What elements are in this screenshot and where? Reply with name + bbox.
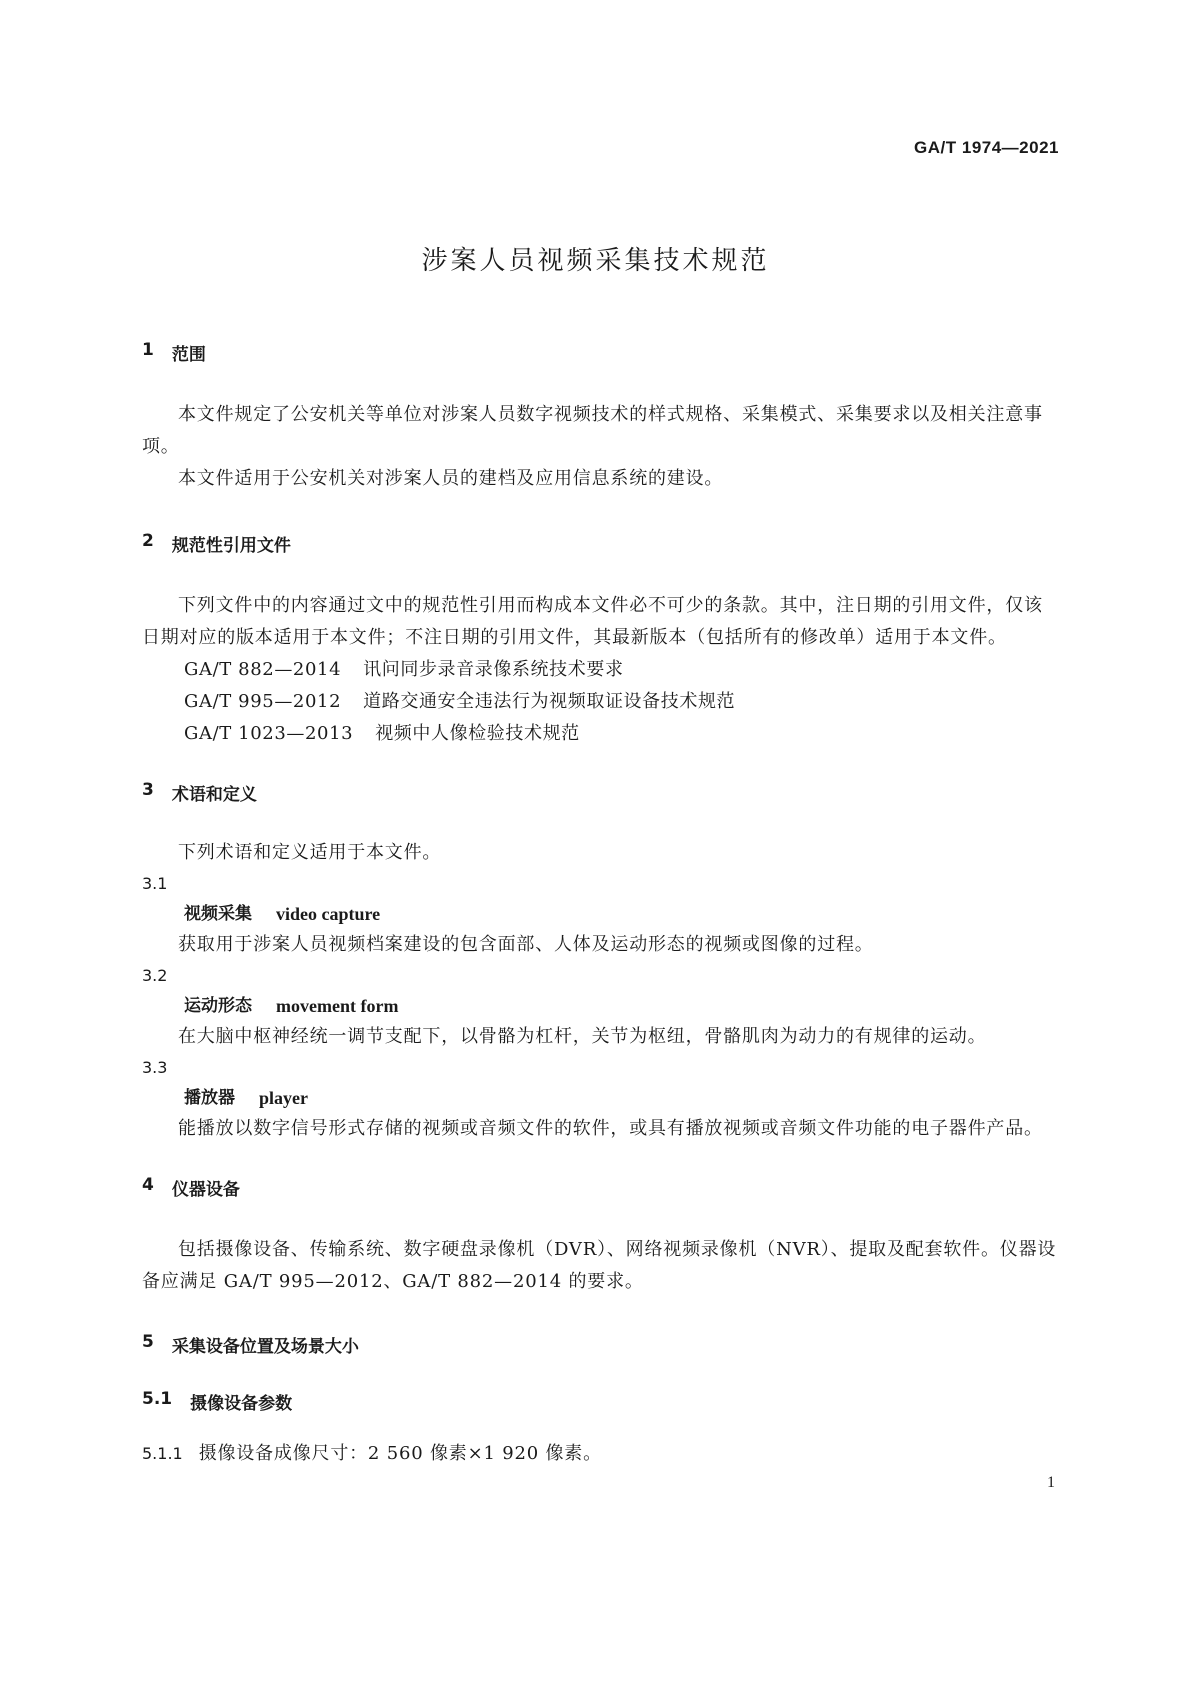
reference-item xyxy=(142,686,1060,718)
subsection-5-1-heading xyxy=(142,1389,1060,1414)
section-number: 3 xyxy=(142,780,154,800)
section-1-heading xyxy=(142,340,1060,365)
term-definition: 获取用于涉案人员视频档案建设的包含面部、人体及运动形态的视频或图像的过程。 xyxy=(178,934,874,955)
term-entry xyxy=(142,899,1060,929)
section-2-heading xyxy=(142,531,1060,556)
document-title: 涉案人员视频采集技术规范 xyxy=(421,246,770,276)
section-title: 规范性引用文件 xyxy=(171,536,291,556)
section-4-heading xyxy=(142,1175,1060,1200)
section-number: 2 xyxy=(142,531,154,551)
term-entry xyxy=(142,991,1060,1021)
paragraph: 本文件规定了公安机关等单位对涉案人员数字视频技术的样式规格、采集模式、采集要求以及相关注意事项。 xyxy=(142,404,1043,457)
term-english: video capture xyxy=(276,904,381,924)
section-title: 采集设备位置及场景大小 xyxy=(171,1337,359,1357)
term-number: 3.2 xyxy=(142,966,168,985)
section-title: 仪器设备 xyxy=(171,1180,240,1200)
term-english: movement form xyxy=(276,996,399,1016)
paragraph: 下列文件中的内容通过文中的规范性引用而构成本文件必不可少的条款。其中，注日期的引用文件，仅该日期对应的版本适用于本文件；不注日期的引用文件，其最新版本（包括所有的修改单）适用于本文件。 xyxy=(142,595,1043,648)
term-number: 3.1 xyxy=(142,874,168,893)
term-definition: 能播放以数字信号形式存储的视频或音频文件的软件，或具有播放视频或音频文件功能的电子器件产品。 xyxy=(178,1118,1043,1139)
section-number: 4 xyxy=(142,1175,154,1195)
page-number: 1 xyxy=(1047,1474,1055,1491)
section-3-heading xyxy=(142,780,1060,805)
section-number: 5.1 xyxy=(142,1389,173,1409)
document-body xyxy=(142,340,1060,1470)
standard-code: GA/T 1974—2021 xyxy=(914,138,1059,157)
paragraph: 包括摄像设备、传输系统、数字硬盘录像机（DVR）、网络视频录像机（NVR）、提取及配套软件。仪器设备应满足 GA/T 995—2012、GA/T 882—2014 的要求。 xyxy=(142,1239,1057,1292)
paragraph: 本文件适用于公安机关对涉案人员的建档及应用信息系统的建设。 xyxy=(178,468,724,489)
section-number: 1 xyxy=(142,340,154,360)
reference-title: 道路交通安全违法行为视频取证设备技术规范 xyxy=(363,691,736,712)
term-english: player xyxy=(259,1088,308,1108)
clause-text: 摄像设备成像尺寸：2 560 像素×1 920 像素。 xyxy=(198,1443,602,1464)
term-entry xyxy=(142,1083,1060,1113)
reference-code: GA/T 995—2012 xyxy=(184,691,342,712)
paragraph: 下列术语和定义适用于本文件。 xyxy=(178,842,442,863)
term-number: 3.3 xyxy=(142,1058,168,1077)
reference-code: GA/T 1023—2013 xyxy=(184,723,354,744)
reference-item xyxy=(142,654,1060,686)
clause-number: 5.1.1 xyxy=(142,1444,183,1463)
section-5-heading xyxy=(142,1332,1060,1357)
reference-item xyxy=(142,718,1060,750)
term-definition: 在大脑中枢神经统一调节支配下，以骨骼为杠杆，关节为枢纽，骨骼肌肉为动力的有规律的运动。 xyxy=(178,1026,987,1047)
clause-5-1-1 xyxy=(142,1438,1060,1470)
section-title: 术语和定义 xyxy=(171,785,257,805)
section-number: 5 xyxy=(142,1332,154,1352)
reference-title: 视频中人像检验技术规范 xyxy=(375,723,580,744)
term-chinese: 播放器 xyxy=(184,1088,235,1108)
term-chinese: 运动形态 xyxy=(184,996,252,1016)
reference-title: 讯问同步录音录像系统技术要求 xyxy=(363,659,624,680)
section-title: 摄像设备参数 xyxy=(190,1394,293,1414)
term-chinese: 视频采集 xyxy=(184,904,252,924)
section-title: 范围 xyxy=(171,345,206,365)
reference-code: GA/T 882—2014 xyxy=(184,659,342,680)
